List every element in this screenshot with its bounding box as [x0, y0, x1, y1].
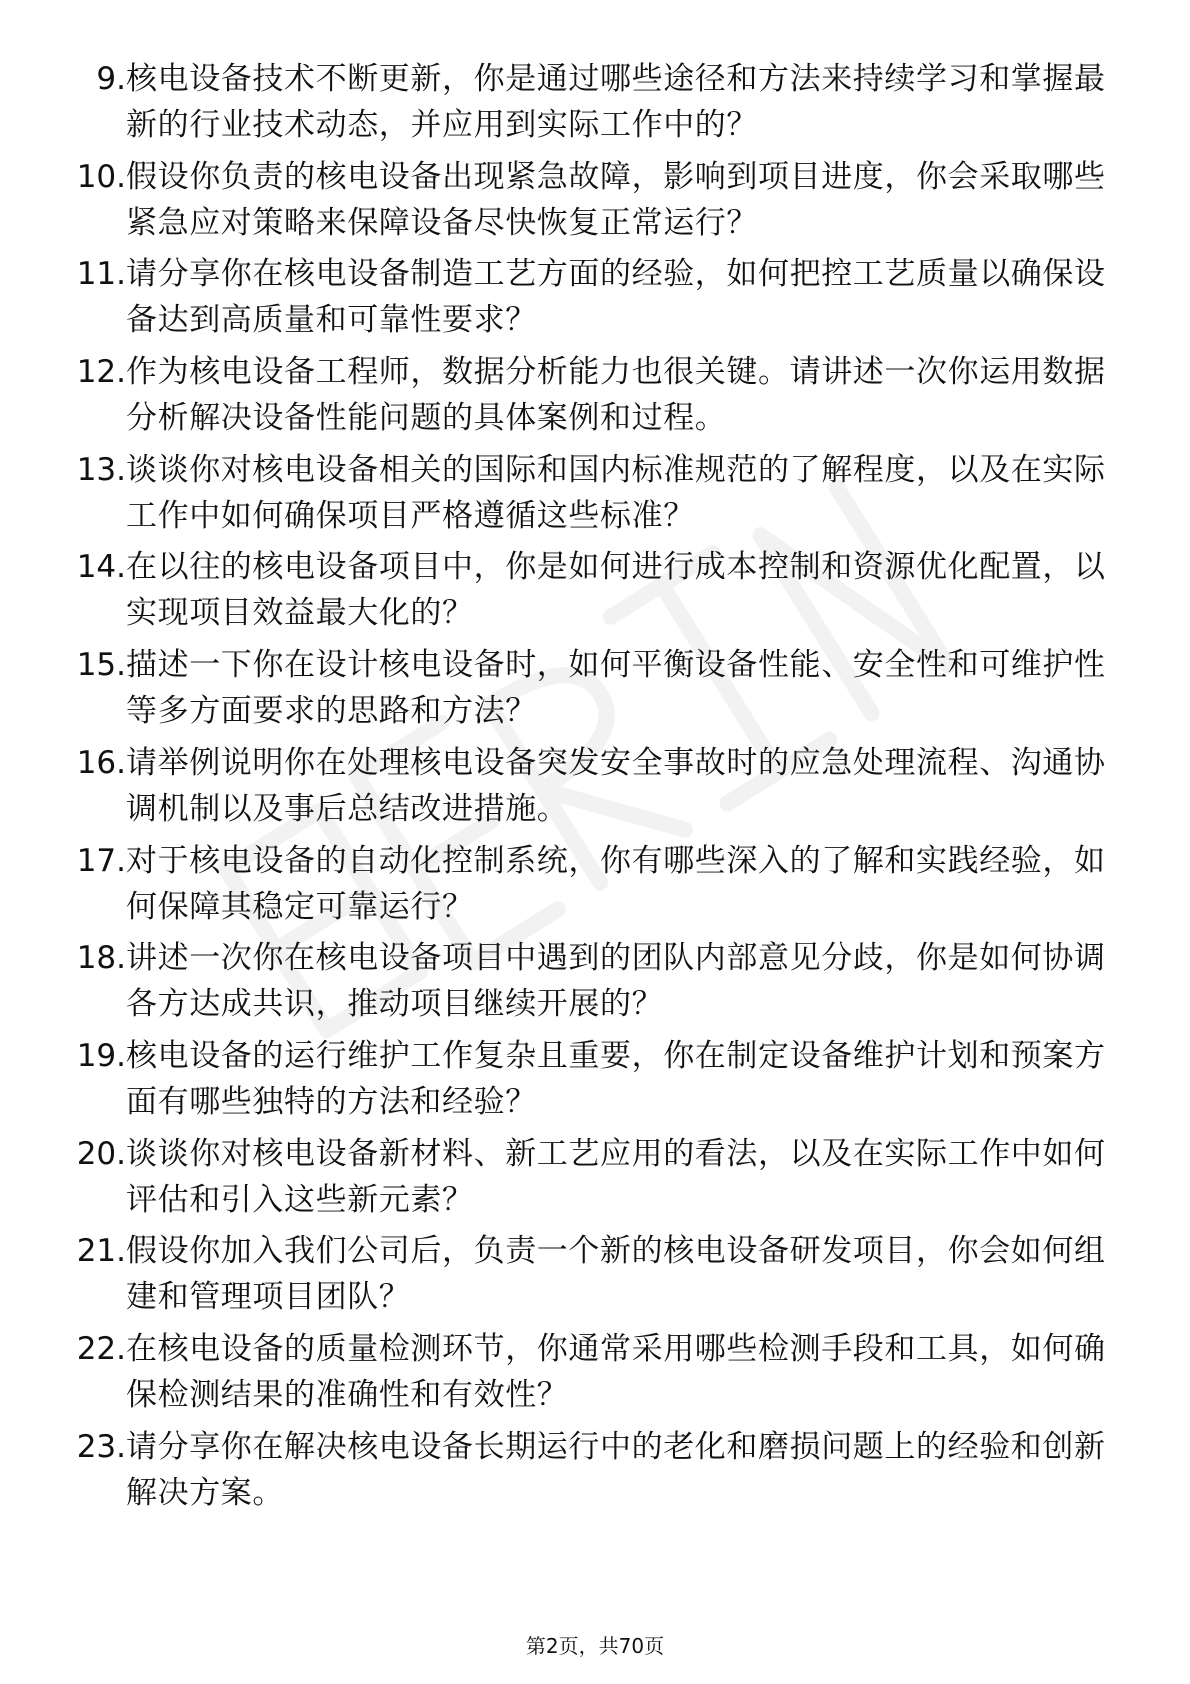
question-text: 对于核电设备的自动化控制系统，你有哪些深入的了解和实践经验，如何保障其稳定可靠运行？	[126, 842, 1106, 925]
list-item	[0, 638, 1190, 736]
question-text: 讲述一次你在核电设备项目中遇到的团队内部意见分歧，你是如何协调各方达成共识，推动项目继续开展的？	[126, 940, 1106, 1023]
question-text: 作为核电设备工程师，数据分析能力也很关键。请讲述一次你运用数据分析解决设备性能问题的具体案例和过程。	[126, 354, 1106, 437]
question-number: 10.	[76, 158, 126, 195]
question-number: 9.	[96, 61, 126, 97]
question-number: 16.	[76, 744, 126, 781]
list-item	[0, 1224, 1190, 1322]
question-text: 在核电设备的质量检测环节，你通常采用哪些检测手段和工具，如何确保检测结果的准确性和有效性？	[126, 1330, 1106, 1413]
question-text: 谈谈你对核电设备相关的国际和国内标准规范的了解程度，以及在实际工作中如何确保项目严格遵循这些标准？	[126, 451, 1106, 534]
question-number: 17.	[76, 842, 126, 879]
list-item	[0, 443, 1190, 541]
question-list	[0, 52, 1190, 1517]
question-text: 假设你加入我们公司后，负责一个新的核电设备研发项目，你会如何组建和管理项目团队？	[126, 1233, 1106, 1316]
question-number: 13.	[76, 451, 126, 488]
list-item	[0, 834, 1190, 932]
question-number: 23.	[76, 1428, 126, 1465]
question-number: 22.	[76, 1330, 126, 1367]
question-text: 请举例说明你在处理核电设备突发安全事故时的应急处理流程、沟通协调机制以及事后总结改进措施。	[126, 744, 1106, 827]
question-number: 14.	[76, 549, 126, 586]
question-text: 假设你负责的核电设备出现紧急故障，影响到项目进度，你会采取哪些紧急应对策略来保障设备尽快恢复正常运行？	[126, 158, 1106, 241]
list-item	[0, 1029, 1190, 1127]
question-number: 20.	[76, 1135, 126, 1172]
page-number-footer: 第2页，共70页	[525, 1634, 665, 1658]
question-text: 请分享你在核电设备制造工艺方面的经验，如何把控工艺质量以确保设备达到高质量和可靠性要求？	[126, 256, 1106, 339]
list-item	[0, 1322, 1190, 1420]
list-item	[0, 931, 1190, 1029]
question-text: 核电设备的运行维护工作复杂且重要，你在制定设备维护计划和预案方面有哪些独特的方法和经验？	[126, 1037, 1106, 1120]
question-number: 19.	[76, 1037, 126, 1074]
list-item	[0, 247, 1190, 345]
question-number: 21.	[76, 1233, 126, 1270]
list-item	[0, 345, 1190, 443]
question-text: 核电设备技术不断更新，你是通过哪些途径和方法来持续学习和掌握最新的行业技术动态，并应用到实际工作中的？	[126, 61, 1106, 143]
list-item	[0, 1127, 1190, 1225]
question-number: 18.	[76, 940, 126, 977]
question-text: 描述一下你在设计核电设备时，如何平衡设备性能、安全性和可维护性等多方面要求的思路和方法？	[126, 647, 1106, 730]
question-number: 15.	[76, 647, 126, 684]
list-item	[0, 540, 1190, 638]
question-text: 谈谈你对核电设备新材料、新工艺应用的看法，以及在实际工作中如何评估和引入这些新元素？	[126, 1135, 1106, 1218]
question-text: 在以往的核电设备项目中，你是如何进行成本控制和资源优化配置，以实现项目效益最大化的？	[126, 549, 1106, 632]
list-item	[0, 736, 1190, 834]
question-text: 请分享你在解决核电设备长期运行中的老化和磨损问题上的经验和创新解决方案。	[126, 1428, 1106, 1511]
list-item	[0, 1420, 1190, 1518]
question-number: 11.	[76, 256, 126, 293]
list-item	[0, 150, 1190, 248]
list-item	[0, 52, 1190, 150]
question-number: 12.	[76, 354, 126, 391]
